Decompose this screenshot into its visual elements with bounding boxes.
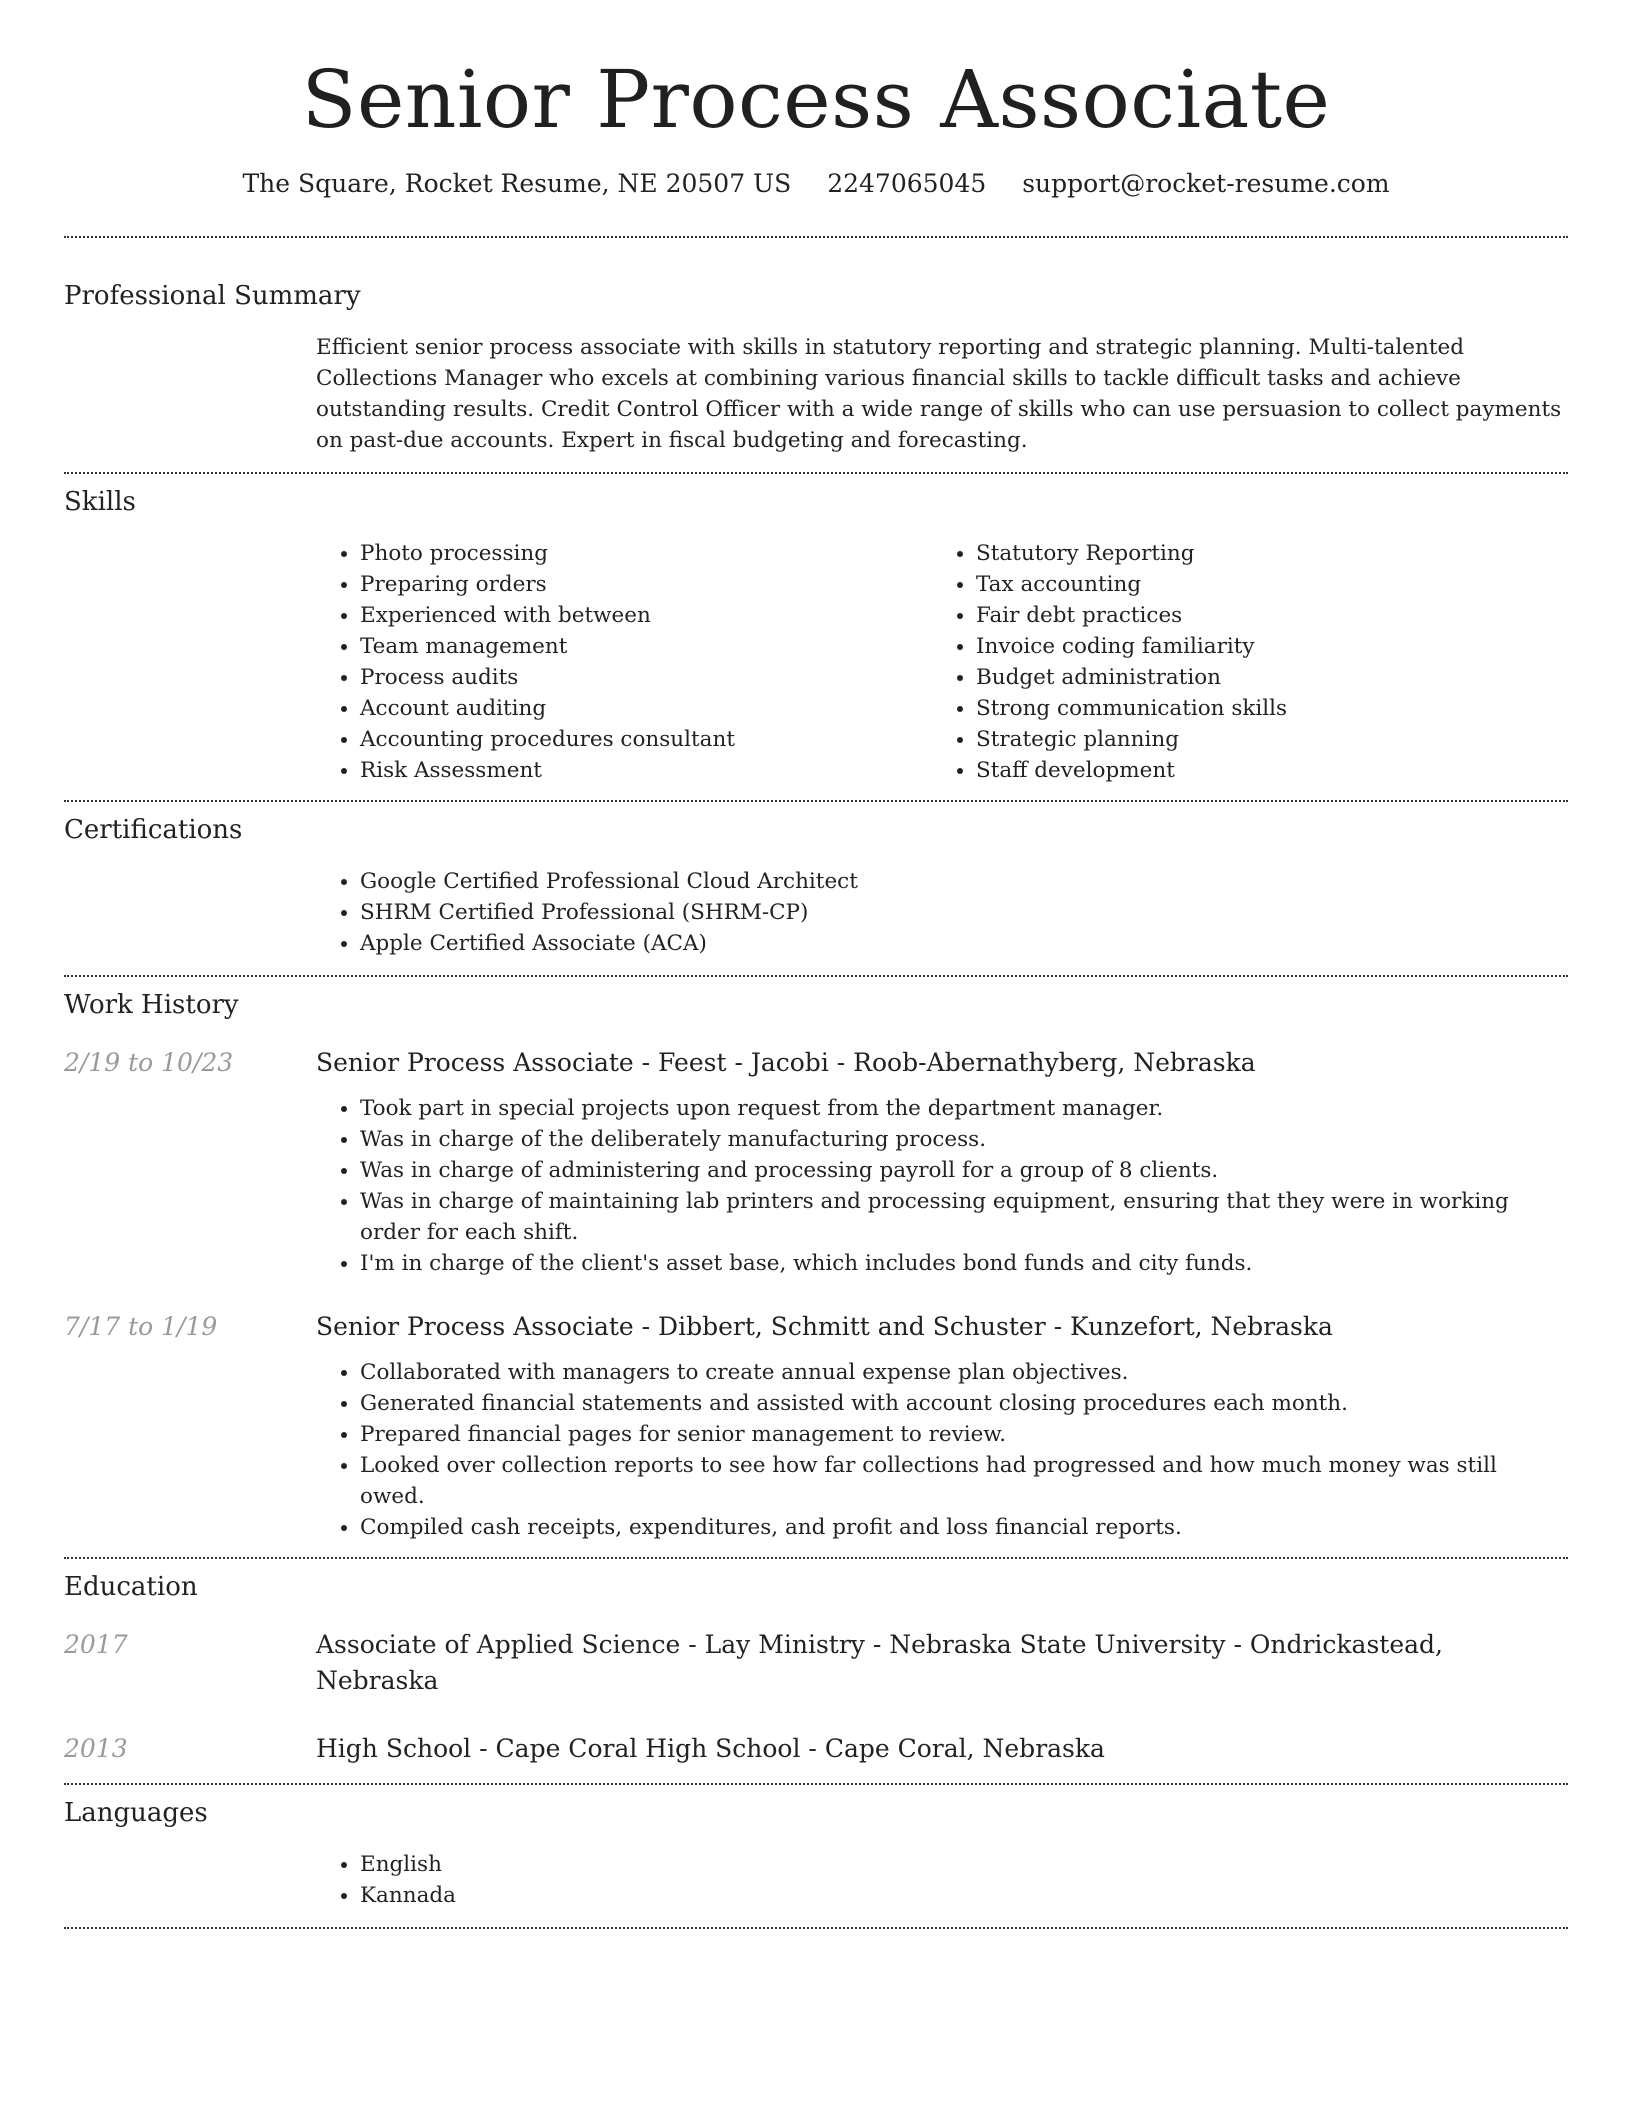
job-bullet: • Looked over collection reports to see how far collections had progressed and how much money was still owed. (360, 1450, 1568, 1512)
divider (64, 1927, 1568, 1929)
education-title-line (316, 1627, 1568, 1699)
candidate-name: Senior Process Associate (301, 53, 1331, 146)
languages-body (316, 1849, 1568, 1911)
section-skills (64, 474, 1568, 786)
contact-phone: 2247065045 (827, 169, 987, 198)
job-bullets (316, 1093, 1568, 1279)
separator: - (1045, 1312, 1071, 1341)
education-location: Ondrickastead, Nebraska (316, 1630, 1443, 1695)
separator: - (633, 1048, 659, 1077)
skill-item: • Statutory Reporting (976, 538, 1548, 569)
education-degree: Associate of Applied Science (316, 1630, 681, 1659)
education-degree: High School (316, 1734, 472, 1763)
job-bullet: • Collaborated with managers to create annual expense plan objectives. (360, 1357, 1568, 1388)
skill-item: • Tax accounting (976, 569, 1548, 600)
job-title-line (316, 1045, 1568, 1081)
section-title: Education (64, 1572, 198, 1602)
job-details (316, 1045, 1568, 1279)
education-location: Cape Coral, Nebraska (824, 1734, 1105, 1763)
skill-item: • Experienced with between (360, 600, 932, 631)
job-dates: 2/19 to 10/23 (64, 1048, 234, 1077)
job-location: Roob-Abernathyberg, Nebraska (853, 1048, 1256, 1077)
education-year: 2013 (64, 1734, 128, 1763)
separator: - (864, 1630, 890, 1659)
separator: - (471, 1734, 496, 1763)
job-bullet: • I'm in charge of the client's asset base, which includes bond funds and city funds. (360, 1248, 1568, 1279)
job-bullet: • Was in charge of the deliberately manufacturing process. (360, 1124, 1568, 1155)
resume-header (64, 0, 1568, 202)
skill-item: • Photo processing (360, 538, 932, 569)
education-title-line (316, 1731, 1568, 1767)
skill-item: • Accounting procedures consultant (360, 724, 932, 755)
job-bullet: • Prepared financial pages for senior management to review. (360, 1419, 1568, 1450)
education-details (316, 1731, 1568, 1767)
job-entry (64, 1045, 1568, 1279)
contact-address: The Square, Rocket Resume, NE 20507 US (242, 169, 792, 198)
education-school: Nebraska State University (889, 1630, 1226, 1659)
skill-item: • Account auditing (360, 693, 932, 724)
job-bullets (316, 1357, 1568, 1543)
certification-item: • SHRM Certified Professional (SHRM-CP) (360, 897, 1568, 928)
education-details (316, 1627, 1568, 1699)
skill-item: • Staff development (976, 755, 1548, 786)
language-item: • English (360, 1849, 1568, 1880)
job-location: Kunzefort, Nebraska (1070, 1312, 1333, 1341)
job-entry (64, 1309, 1568, 1543)
skill-item: • Risk Assessment (360, 755, 932, 786)
education-year: 2017 (64, 1630, 128, 1659)
job-company: Feest - Jacobi (658, 1048, 829, 1077)
education-field: Lay Ministry (704, 1630, 865, 1659)
section-title: Skills (64, 487, 136, 517)
separator: - (1225, 1630, 1250, 1659)
section-work-history (64, 977, 1568, 1543)
language-item: • Kannada (360, 1880, 1568, 1911)
job-role: Senior Process Associate (316, 1312, 634, 1341)
education-entry (64, 1627, 1568, 1699)
job-company: Dibbert, Schmitt and Schuster (658, 1312, 1046, 1341)
job-dates: 7/17 to 1/19 (64, 1312, 218, 1341)
job-bullet: • Took part in special projects upon request from the department manager. (360, 1093, 1568, 1124)
job-bullet: • Was in charge of maintaining lab printers and processing equipment, ensuring that they were in working order for each shift. (360, 1186, 1568, 1248)
certifications-body (316, 866, 1568, 959)
section-education (64, 1559, 1568, 1767)
summary-text: Efficient senior process associate with skills in statutory reporting and strategic planning. Multi-talented Collections Manager who excels at combining various financial skills to tackle difficult tasks and achieve outstanding results. Credit Control Officer with a wide range of skills who can use persuasion to collect payments on past-due accounts. Expert in fiscal budgeting and forecasting. (316, 335, 1562, 453)
job-details (316, 1309, 1568, 1543)
job-bullet: • Generated financial statements and assisted with account closing procedures each month. (360, 1388, 1568, 1419)
education-entry (64, 1731, 1568, 1767)
separator: - (828, 1048, 854, 1077)
job-title-line (316, 1309, 1568, 1345)
languages-list (316, 1849, 1568, 1911)
contact-line (64, 166, 1568, 202)
skill-item: • Process audits (360, 662, 932, 693)
skills-list-right (932, 538, 1548, 786)
education-school: Cape Coral High School (495, 1734, 801, 1763)
section-languages (64, 1785, 1568, 1911)
section-professional-summary (64, 238, 1568, 456)
skill-item: • Fair debt practices (976, 600, 1548, 631)
certifications-list (316, 866, 1568, 959)
separator: - (800, 1734, 825, 1763)
skill-item: • Strategic planning (976, 724, 1548, 755)
skill-item: • Preparing orders (360, 569, 932, 600)
section-title: Work History (64, 990, 239, 1020)
skill-item: • Invoice coding familiarity (976, 631, 1548, 662)
certification-item: • Google Certified Professional Cloud Architect (360, 866, 1568, 897)
section-title: Languages (64, 1798, 208, 1828)
skill-item: • Budget administration (976, 662, 1548, 693)
skills-list-left (316, 538, 932, 786)
section-title: Professional Summary (64, 281, 361, 311)
certification-item: • Apple Certified Associate (ACA) (360, 928, 1568, 959)
skills-columns (316, 538, 1568, 786)
skill-item: • Strong communication skills (976, 693, 1548, 724)
job-bullet: • Was in charge of administering and processing payroll for a group of 8 clients. (360, 1155, 1568, 1186)
contact-email: support@rocket-resume.com (1022, 169, 1390, 198)
job-bullet: • Compiled cash receipts, expenditures, and profit and loss financial reports. (360, 1512, 1568, 1543)
job-role: Senior Process Associate (316, 1048, 634, 1077)
separator: - (680, 1630, 705, 1659)
skill-item: • Team management (360, 631, 932, 662)
section-certifications (64, 802, 1568, 959)
separator: - (633, 1312, 659, 1341)
section-title: Certifications (64, 815, 243, 845)
